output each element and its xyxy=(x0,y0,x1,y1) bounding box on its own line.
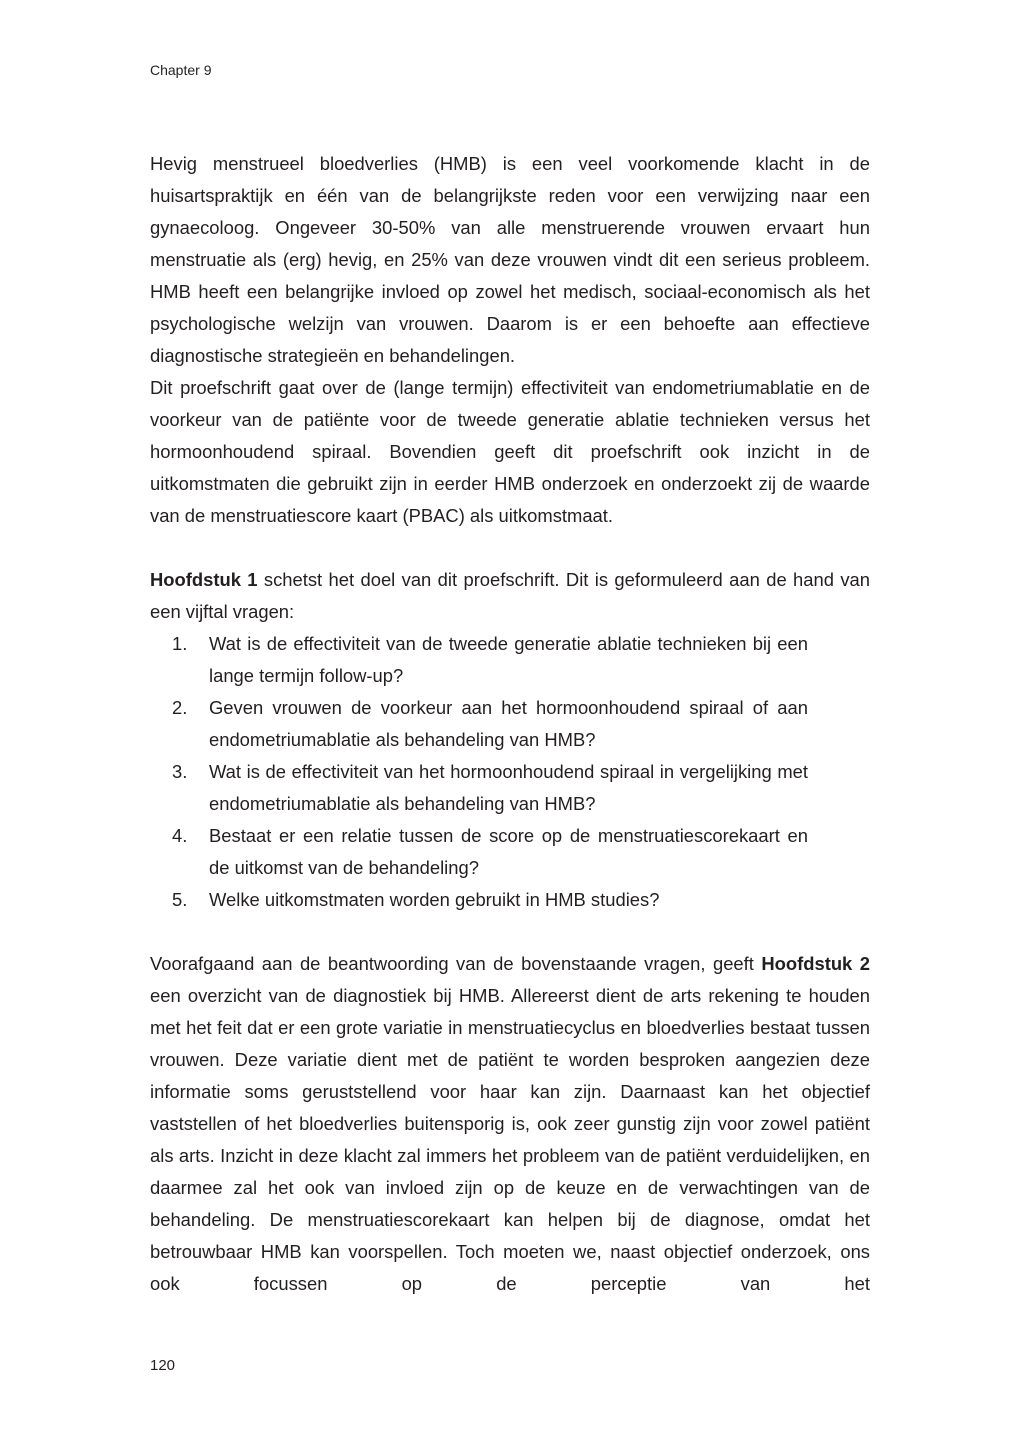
list-item-text: Welke uitkomstmaten worden gebruikt in HMB studies? xyxy=(209,889,660,910)
list-item-number: 5. xyxy=(172,889,188,910)
list-item-text: Wat is de effectiviteit van de tweede generatie ablatie technieken bij een lange termijn follow-up? xyxy=(209,633,808,686)
list-item-number: 4. xyxy=(172,825,188,846)
chapter1-text: schetst het doel van dit proefschrift. Dit is geformuleerd aan de hand van een vijftal vragen: xyxy=(150,569,870,622)
intro-paragraph-2: Dit proefschrift gaat over de (lange termijn) effectiviteit van endometriumablatie en de voorkeur van de patiënte voor de tweede generatie ablatie technieken versus het hormoonhoudend spiraal. Bovendien geeft dit proefschrift ook inzicht in de uitkomstmaten die gebruikt zijn in eerder HMB onderzoek en onderzoekt zij de waarde van de menstruatiescore kaart (PBAC) als uitkomstmaat. xyxy=(150,377,870,526)
list-item-number: 1. xyxy=(172,633,188,654)
chapter2-label: Hoofdstuk 2 xyxy=(761,953,870,974)
list-item-text: Bestaat er een relatie tussen de score op de menstruatiescorekaart en de uitkomst van de behandeling? xyxy=(209,825,808,878)
list-item-number: 2. xyxy=(172,697,188,718)
list-item-number: 3. xyxy=(172,761,188,782)
list-item-text: Geven vrouwen de voorkeur aan het hormoonhoudend spiraal of aan endometriumablatie als behandeling van HMB? xyxy=(209,697,808,750)
list-item-text: Wat is de effectiviteit van het hormoonhoudend spiraal in vergelijking met endometriumablatie als behandeling van HMB? xyxy=(209,761,808,814)
page-number: 120 xyxy=(150,1357,176,1374)
list-item xyxy=(150,692,808,756)
chapter1-label: Hoofdstuk 1 xyxy=(150,569,258,590)
page-body xyxy=(150,148,870,1300)
research-questions-list xyxy=(150,628,808,916)
list-item xyxy=(150,820,808,884)
chapter1-paragraph xyxy=(150,564,870,628)
chapter2-paragraph xyxy=(150,948,870,1300)
paragraph-spacer xyxy=(150,532,870,564)
list-item xyxy=(150,884,808,916)
list-item xyxy=(150,756,808,820)
running-head: Chapter 9 xyxy=(150,62,212,78)
list-item xyxy=(150,628,808,692)
intro-paragraph-1: Hevig menstrueel bloedverlies (HMB) is een veel voorkomende klacht in de huisartspraktijk en één van de belangrijkste reden voor een verwijzing naar een gynaecoloog. Ongeveer 30-50% van alle menstruerende vrouwen ervaart hun menstruatie als (erg) hevig, en 25% van deze vrouwen vindt dit een serieus probleem. HMB heeft een belangrijke invloed op zowel het medisch, sociaal-economisch als het psychologische welzijn van vrouwen. Daarom is er een behoefte aan effectieve diagnostische strategieën en behandelingen. xyxy=(150,153,870,366)
chapter2-lead: Voorafgaand aan de beantwoording van de bovenstaande vragen, geeft xyxy=(150,953,762,974)
chapter2-text: een overzicht van de diagnostiek bij HMB. Allereerst dient de arts rekening te houden met het feit dat er een grote variatie in menstruatiecyclus en bloedverlies bestaat tussen vrouwen. Deze variatie dient met de patiënt te worden besproken aangezien deze informatie soms geruststellend voor haar kan zijn. Daarnaast kan het objectief vaststellen of het bloedverlies buitensporig is, ook zeer gunstig zijn voor zowel patiënt als arts. Inzicht in deze klacht zal immers het probleem van de patiënt verduidelijken, en daarmee zal het ook van invloed zijn op de keuze en de verwachtingen van de behandeling. De menstruatiescorekaart kan helpen bij de diagnose, omdat het betrouwbaar HMB kan voorspellen. Toch moeten we, naast objectief onderzoek, ons ook focussen op de perceptie van het xyxy=(150,985,870,1294)
paragraph-spacer xyxy=(150,916,870,948)
